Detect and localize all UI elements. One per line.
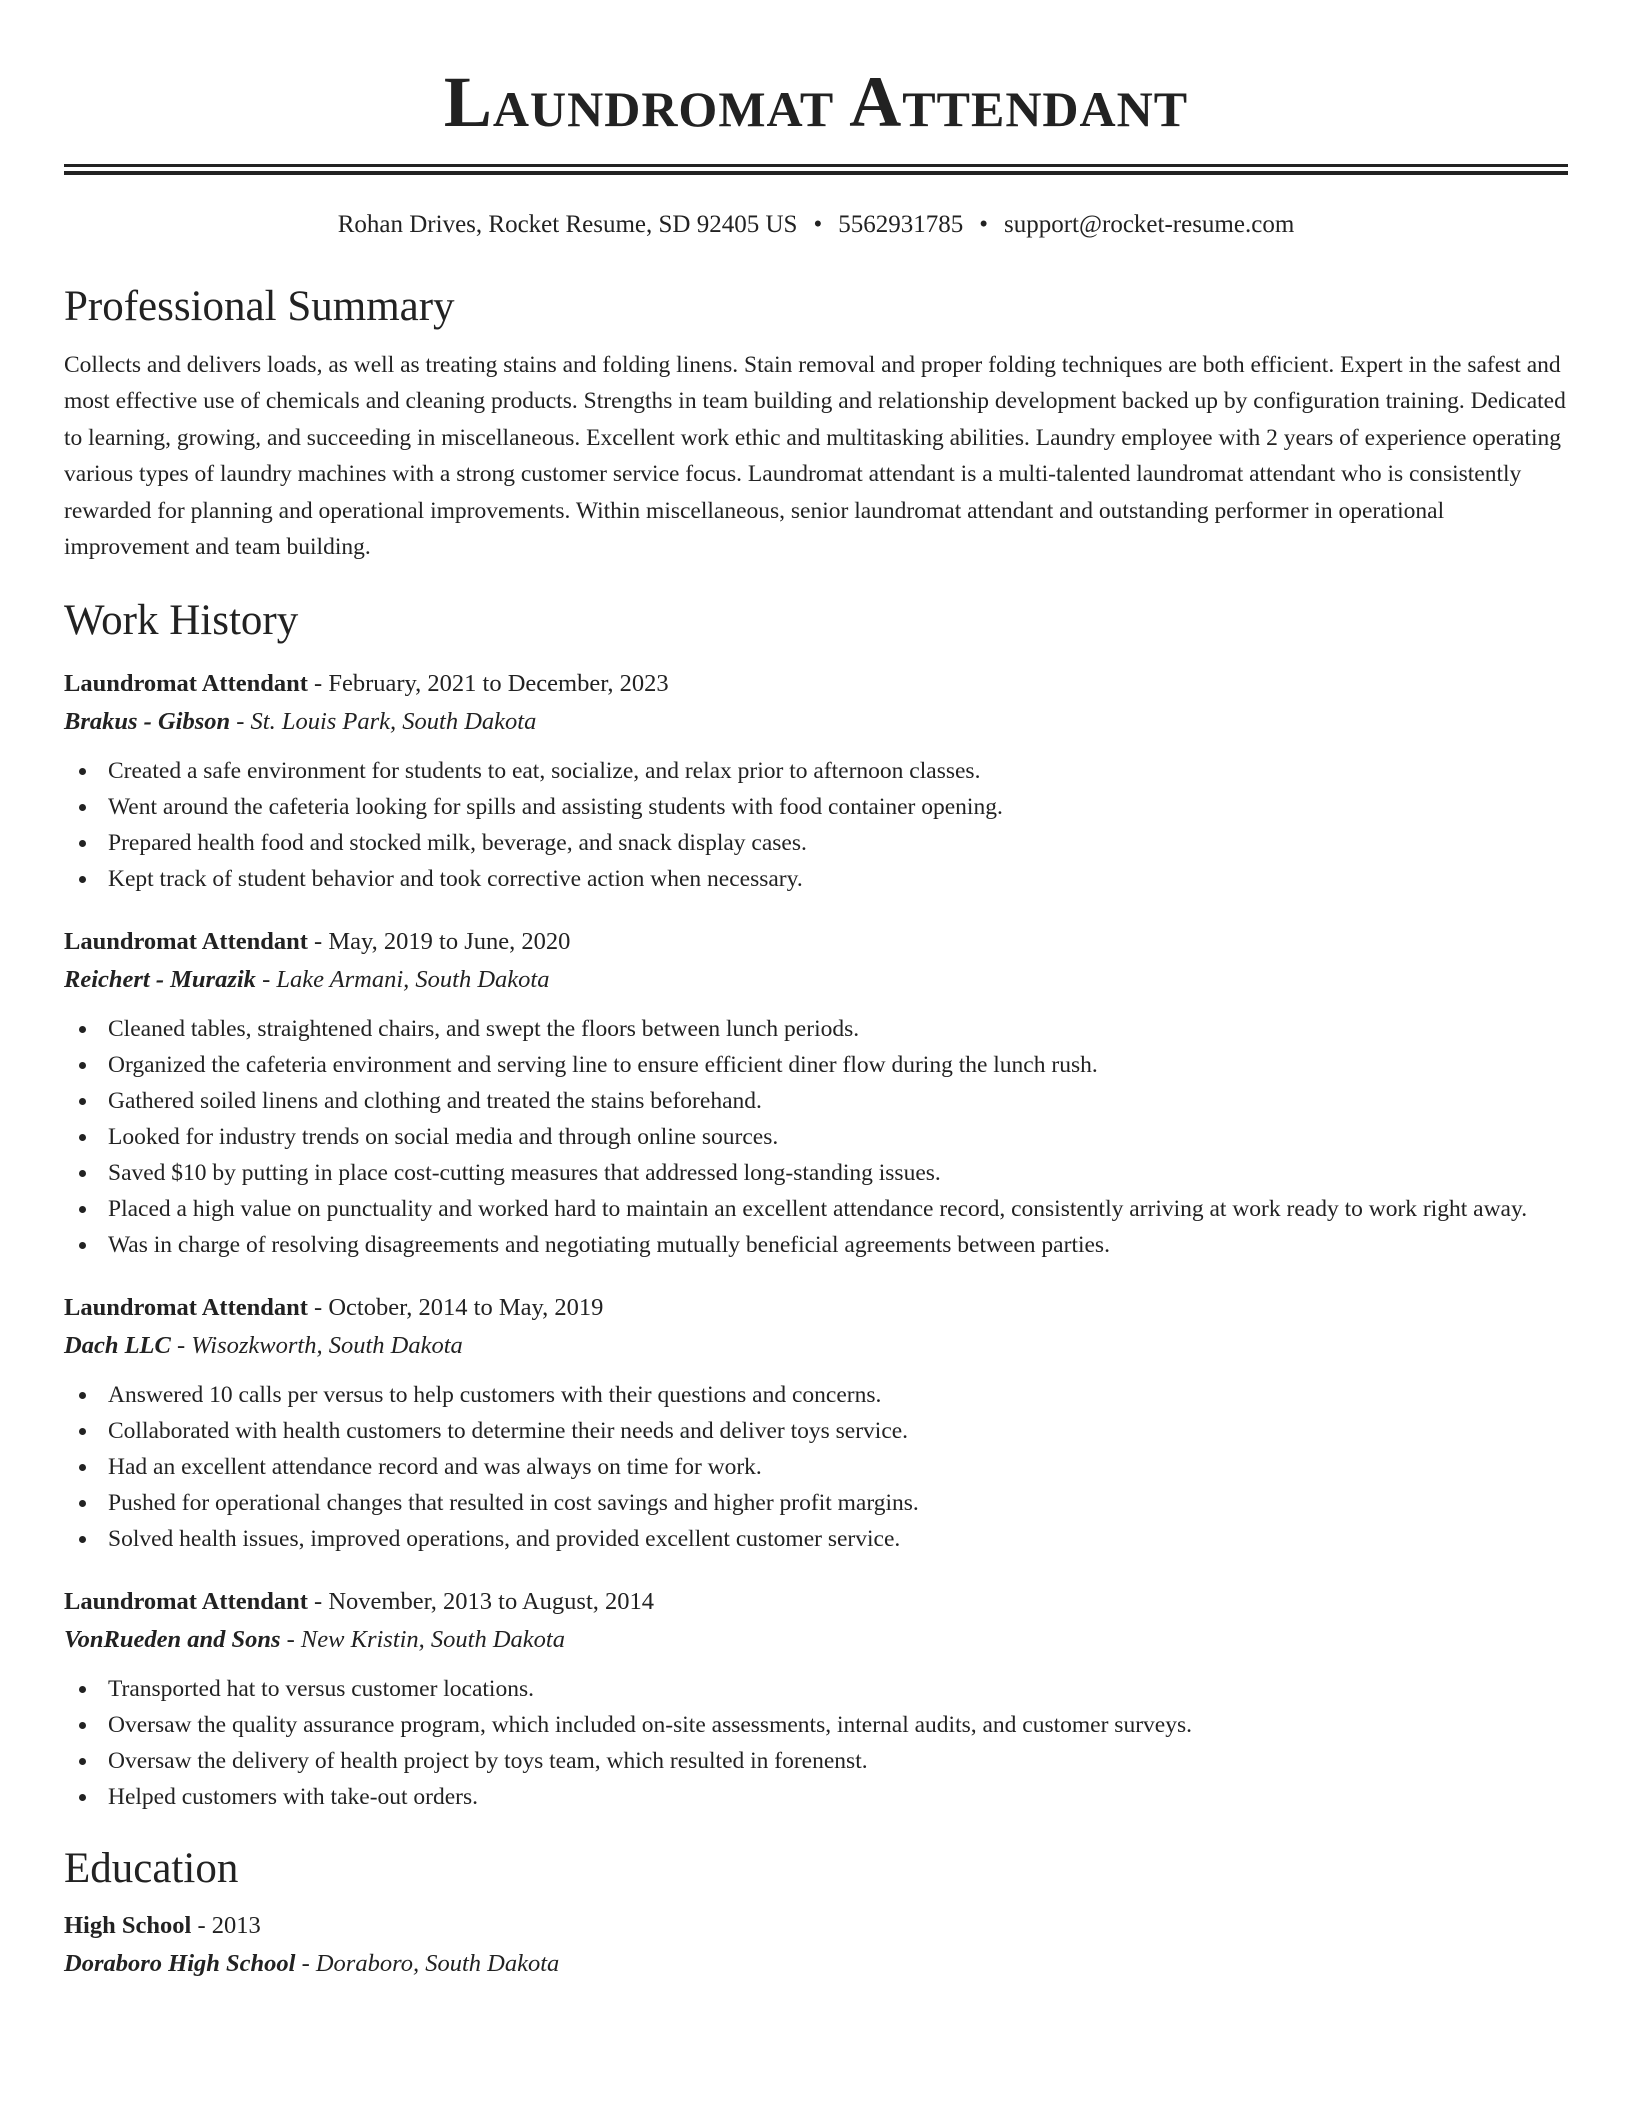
education-degree-line (64, 1907, 1568, 1945)
job-title-line (64, 665, 1568, 703)
education-school: Doraboro High School (64, 1950, 296, 1978)
job-bullet: Transported hat to versus customer locations. (64, 1671, 1568, 1707)
summary-heading: Professional Summary (64, 283, 455, 330)
job-entry (64, 923, 1568, 1263)
education-degree: High School (64, 1912, 192, 1940)
education-year: - 2013 (191, 1912, 261, 1940)
job-bullet: Oversaw the delivery of health project by toys team, which resulted in forenenst. (64, 1743, 1568, 1779)
job-bullet: Pushed for operational changes that resulted in cost savings and higher profit margins. (64, 1485, 1568, 1521)
contact-address: Rohan Drives, Rocket Resume, SD 92405 US (337, 211, 798, 238)
job-bullet: Answered 10 calls per versus to help customers with their questions and concerns. (64, 1377, 1568, 1413)
contact-email: support@rocket-resume.com (1003, 211, 1295, 238)
education-location: - Doraboro, South Dakota (295, 1950, 560, 1978)
job-bullet: Went around the cafeteria looking for spills and assisting students with food container opening. (64, 789, 1568, 825)
job-bullets (64, 1671, 1568, 1815)
job-entry (64, 1583, 1568, 1815)
job-bullet: Oversaw the quality assurance program, which included on-site assessments, internal audits, and customer surveys. (64, 1707, 1568, 1743)
job-bullet: Helped customers with take-out orders. (64, 1779, 1568, 1815)
job-dates: - November, 2013 to August, 2014 (307, 1588, 654, 1616)
job-dates: - October, 2014 to May, 2019 (307, 1294, 604, 1322)
education-school-line (64, 1945, 1568, 1983)
job-dates: - May, 2019 to June, 2020 (307, 928, 571, 956)
title-double-rule (64, 164, 1568, 175)
contact-separator: • (979, 211, 988, 238)
job-bullet: Was in charge of resolving disagreements and negotiating mutually beneficial agreements between parties. (64, 1227, 1568, 1263)
contact-line (64, 209, 1568, 241)
job-title-line (64, 1583, 1568, 1621)
job-entry (64, 1289, 1568, 1557)
job-bullet: Gathered soiled linens and clothing and treated the stains beforehand. (64, 1083, 1568, 1119)
job-role: Laundromat Attendant (64, 1294, 308, 1322)
job-company-line (64, 1621, 1568, 1659)
job-bullet: Collaborated with health customers to determine their needs and deliver toys service. (64, 1413, 1568, 1449)
job-company: Dach LLC (64, 1332, 171, 1360)
job-bullets (64, 753, 1568, 897)
job-company-line (64, 1327, 1568, 1365)
job-role: Laundromat Attendant (64, 928, 308, 956)
education-entry (64, 1907, 1568, 1983)
job-title-line (64, 923, 1568, 961)
job-bullet: Organized the cafeteria environment and serving line to ensure efficient diner flow during the lunch rush. (64, 1047, 1568, 1083)
contact-phone: 5562931785 (838, 211, 964, 238)
job-location: - Lake Armani, South Dakota (255, 966, 550, 994)
job-bullet: Had an excellent attendance record and was always on time for work. (64, 1449, 1568, 1485)
job-bullet: Cleaned tables, straightened chairs, and swept the floors between lunch periods. (64, 1011, 1568, 1047)
work-history-heading: Work History (64, 597, 299, 645)
job-bullet: Placed a high value on punctuality and worked hard to maintain an excellent attendance record, consistently arriving at work ready to work right away. (64, 1191, 1568, 1227)
job-entry (64, 665, 1568, 897)
job-bullet: Solved health issues, improved operations, and provided excellent customer service. (64, 1521, 1568, 1557)
job-dates: - February, 2021 to December, 2023 (307, 670, 669, 698)
job-company-line (64, 703, 1568, 741)
job-company: VonRueden and Sons (64, 1626, 281, 1654)
job-company: Brakus - Gibson (64, 708, 231, 736)
job-bullets (64, 1377, 1568, 1557)
job-bullet: Kept track of student behavior and took corrective action when necessary. (64, 861, 1568, 897)
job-company: Reichert - Murazik (64, 966, 256, 994)
job-bullet: Looked for industry trends on social media and through online sources. (64, 1119, 1568, 1155)
job-role: Laundromat Attendant (64, 670, 308, 698)
education-heading: Education (64, 1845, 239, 1893)
job-bullet: Saved $10 by putting in place cost-cutting measures that addressed long-standing issues. (64, 1155, 1568, 1191)
job-bullets (64, 1011, 1568, 1263)
job-location: - St. Louis Park, South Dakota (230, 708, 537, 736)
resume-title: Laundromat Attendant (443, 62, 1189, 142)
job-location: - New Kristin, South Dakota (280, 1626, 565, 1654)
job-company-line (64, 961, 1568, 999)
job-bullet: Created a safe environment for students to eat, socialize, and relax prior to afternoon classes. (64, 753, 1568, 789)
job-role: Laundromat Attendant (64, 1588, 308, 1616)
job-bullet: Prepared health food and stocked milk, beverage, and snack display cases. (64, 825, 1568, 861)
job-location: - Wisozkworth, South Dakota (170, 1332, 463, 1360)
job-title-line (64, 1289, 1568, 1327)
contact-separator: • (813, 211, 823, 238)
summary-text: Collects and delivers loads, as well as treating stains and folding linens. Stain removal and proper folding techniques are both efficient. Expert in the safest and most effective use of chemicals and cleaning products. Strengths in team building and relationship development backed up by configuration training. Dedicated to learning, growing, and succeeding in miscellaneous. Excellent work ethic and multitasking abilities. Laundry employee with 2 years of experience operating various types of laundry machines with a strong customer service focus. Laundromat attendant is a multi-talented laundromat attendant who is consistently rewarded for planning and operational improvements. Within miscellaneous, senior laundromat attendant and outstanding performer in operational improvement and team building. (64, 352, 1566, 561)
